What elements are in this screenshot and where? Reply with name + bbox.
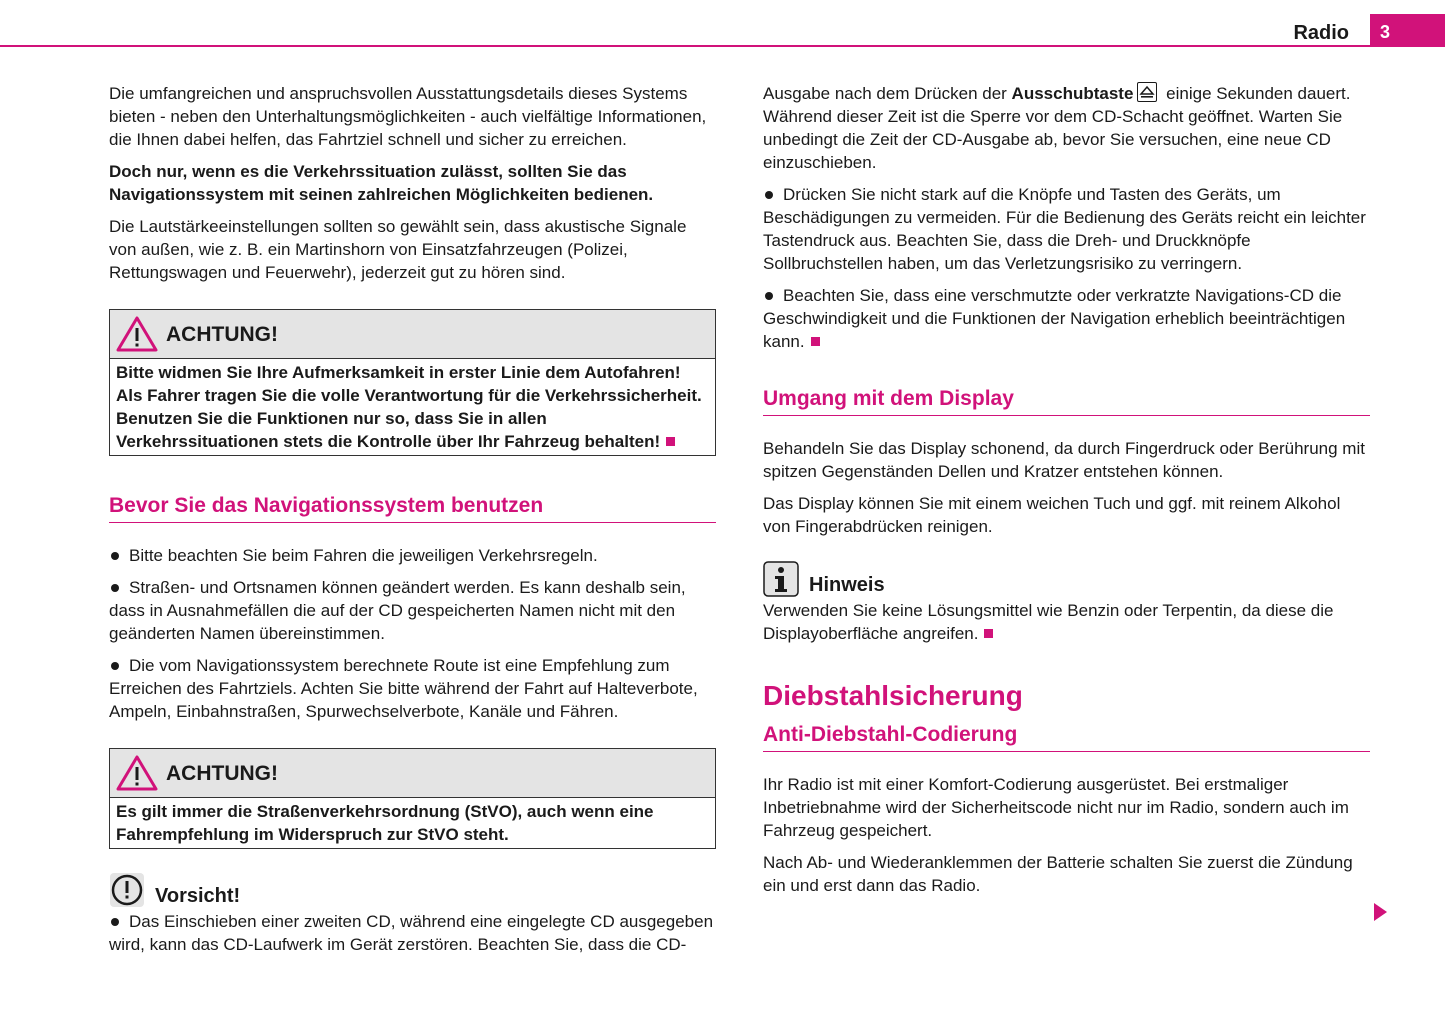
warning-box-1-header [110,310,715,359]
navigation-bullet-list [109,544,716,723]
end-marker [666,437,675,446]
list-item-text: Bitte beachten Sie beim Fahren die jeweiligen Verkehrsregeln. [129,546,598,565]
bullet-icon [111,918,119,926]
page-number: 3 [1370,14,1445,47]
intro-paragraph-3: Die Lautstärkeeinstellungen sollten so gewählt sein, dass akustische Signale von außen, wie z. B. ein Martinshorn von Einsatzfahrzeugen (Polizei, Rettungswagen und Feuerwehr), jederzeit gut zu hören sind. [109,217,687,282]
hint-block [763,561,1370,645]
right-column [763,82,1370,906]
caution-text: Das Einschieben einer zweiten CD, während eine eingelegte CD ausgegeben wird, kann das CD-Laufwerk im Gerät zerstören. Beachten Sie, dass die CD- [109,912,714,954]
list-item-text: Die vom Navigationssystem berechnete Route ist eine Empfehlung zum Erreichen des Fahrtziels. Achten Sie bitte während der Fahrt auf Halteverbote, Ampeln, Einbahnstraßen, Spurwechselverbote, Kanäle und Fähren. [109,656,698,721]
left-column [109,82,716,965]
anti-theft-paragraph-2: Nach Ab- und Wiederanklemmen der Batterie schalten Sie zuerst die Zündung ein und erst dann das Radio. [763,853,1353,895]
display-paragraph-1: Behandeln Sie das Display schonend, da durch Fingerdruck oder Berührung mit spitzen Gegenständen Dellen und Kratzer entstehen können. [763,439,1365,481]
hint-text: Verwenden Sie keine Lösungsmittel wie Benzin oder Terpentin, da diese die Displayoberfläche angreifen. [763,601,1334,643]
eject-key-icon [1137,82,1157,102]
hint-header [763,561,1370,597]
caution-title: Vorsicht! [155,885,241,907]
continue-arrow-icon [1374,903,1387,921]
chapter-title-theft-protection: Diebstahlsicherung [763,680,1023,711]
bullet-icon [111,584,119,592]
section-title-anti-theft: Anti-Diebstahl-Codierung [763,721,1370,752]
continued-text-end: einige Sekunden dauert. Während dieser Zeit ist die Sperre vor dem CD-Schacht geöffnet. Warten Sie unbedingt die Zeit der CD-Ausgabe ab, bevor Sie versuchen, eine neue CD einzuschieben. [763,84,1351,172]
anti-theft-paragraph-1: Ihr Radio ist mit einer Komfort-Codierung ausgerüstet. Bei erstmaliger Inbetriebnahme wird der Sicherheitscode nicht nur im Radio, sondern auch im Fahrzeug gespeichert. [763,775,1349,840]
warning-box-1-text: Bitte widmen Sie Ihre Aufmerksamkeit in erster Linie dem Autofahren! Als Fahrer tragen Sie die volle Verantwortung für die Verkehrssicherheit. Benutzen Sie die Funktionen nur so, dass Sie in allen Verkehrssituationen stets die Kontrolle über Ihr Fahrzeug behalten! [116,363,702,451]
info-icon [763,561,799,597]
list-item-text: Straßen- und Ortsnamen können geändert werden. Es kann deshalb sein, dass in Ausnahmefällen die auf der CD gespeicherten Namen nicht mit den geänderten Namen übereinstimmen. [109,578,686,643]
warning-box-1-body [110,359,715,455]
warning-box-2-header [110,749,715,798]
list-item [109,544,716,567]
section-title-display: Umgang mit dem Display [763,385,1370,416]
bullet-icon [765,191,773,199]
eject-key-label: Ausschubtaste [1011,84,1134,103]
warning-box-2 [109,748,716,849]
list-item [109,910,716,956]
warning-triangle-icon [116,316,158,352]
display-paragraph-2: Das Display können Sie mit einem weichen Tuch und ggf. mit reinem Alkohol von Fingerabdrücken reinigen. [763,494,1341,536]
header-title: Radio [1293,22,1349,44]
header-rule [0,45,1445,47]
list-item [763,183,1370,275]
end-marker [811,337,820,346]
list-item [109,654,716,723]
intro-paragraph-2: Doch nur, wenn es die Verkehrssituation zulässt, sollten Sie das Navigationssystem mit seinen zahlreichen Möglichkeiten bedienen. [109,162,654,204]
intro-paragraph-1: Die umfangreichen und anspruchsvollen Ausstattungsdetails dieses Systems bieten - neben den Unterhaltungsmöglichkeiten - auch vielfältige Informationen, die Ihnen dabei helfen, das Fahrtziel schnell und sicher zu erreichen. [109,84,707,149]
bullet-icon [111,662,119,670]
continued-text-start: Ausgabe nach dem Drücken der [763,84,1012,103]
warning-box-1-title: ACHTUNG! [166,322,278,346]
caution-block [109,872,716,956]
caution-exclamation-icon [109,872,145,908]
list-item [763,284,1370,353]
hint-title: Hinweis [809,574,885,596]
warning-box-2-title: ACHTUNG! [166,761,278,785]
list-item-text: Drücken Sie nicht stark auf die Knöpfe und Tasten des Geräts, um Beschädigungen zu vermeiden. Für die Bedienung des Geräts reicht ein leichter Tastendruck aus. Beachten Sie, dass die Dreh- und Druckknöpfe Sollbruchstellen haben, um das Verletzungsrisiko zu verringern. [763,185,1366,273]
section-title-navigation: Bevor Sie das Navigationssystem benutzen [109,492,716,523]
caution-header [109,872,716,908]
hint-paragraph [763,599,1370,645]
list-item [109,576,716,645]
bullet-icon [111,552,119,560]
warning-box-1 [109,309,716,456]
warning-triangle-icon [116,755,158,791]
warning-box-2-body: Es gilt immer die Straßenverkehrsordnung (StVO), auch wenn eine Fahrempfehlung im Widerspruch zur StVO steht. [116,802,654,844]
bullet-icon [765,292,773,300]
end-marker [984,629,993,638]
list-item-text: Beachten Sie, dass eine verschmutzte oder verkratzte Navigations-CD die Geschwindigkeit und die Funktionen der Navigation erheblich beeinträchtigen kann. [763,286,1346,351]
continued-paragraph [763,82,1370,174]
